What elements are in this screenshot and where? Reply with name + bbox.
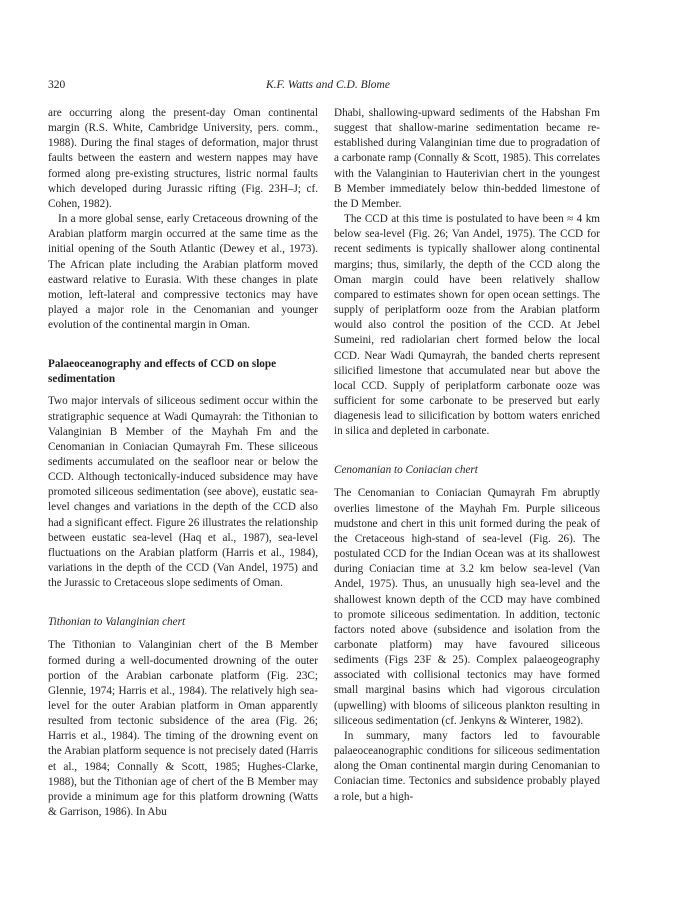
subsection-heading-cenomanian: Cenomanian to Coniacian chert [334, 464, 478, 477]
subsection-heading-tithonian: Tithonian to Valanginian chert [48, 616, 186, 629]
spacer [48, 630, 318, 638]
paragraph-cenomanian-chert: The Cenomanian to Coniacian Qumayrah Fm abruptly overlies limestone of the Mayhah Fm. Purple siliceous mudstone and chert in this unit formed during the peak of the Cretaceous high-stand of sea-level (Fig. 26). The postulated CCD for the Indian Ocean was at its shallowest during Coniacian time at 3.2 km below sea-level (Van Andel, 1975). Thus, an unusually high sea-level and the shallowest known depth of the CCD may have combined to promote siliceous sedimentation. In addition, tectonic factors noted above (subsidence and isolation from the carbonate platform) may have favoured siliceous sediments (Figs 23F & 25). Complex palaeogeography associated with collisional tectonics may have formed small marginal basins which had vigorous circulation (upwelling) with blooms of siliceous plankton resulting in siliceous sedimentation (cf. Jenkyns & Winterer, 1982). [334, 487, 600, 727]
spacer [334, 439, 600, 463]
paragraph-abu-dhabi: Dhabi, shallowing-upward sediments of the Habshan Fm suggest that shallow-marine sedimentation became re-established during Valanginian time due to progradation of a carbonate ramp (Connally & Scott, 1985). This correlates with the Valanginian to Hauterivian chert in the youngest B Member immediately below thin-bedded limestone of the D Member. [334, 107, 600, 210]
paragraph-siliceous-intervals: Two major intervals of siliceous sediment occur within the stratigraphic sequence at Wadi Qumayrah: the Tithonian to Valanginian B Member of the Mayhah Fm and the Cenomanian in Coniacian Qumayrah Fm. These siliceous sediments accumulated on the seafloor near or below the CCD. Although tectonically-induced subsidence may have promoted siliceous sedimentation (see above), eustatic sea-level changes and variations in the depth of the CCD also had a significant effect. Figure 26 illustrates the relationship between eustatic sea-level (Haq et al., 1987), sea-level fluctuations on the Arabian platform (Harris et al., 1984), variations in the depth of the CCD (Van Andel, 1975) and the Jurassic to Cretaceous slope sediments of Oman. [48, 395, 318, 590]
left-column [48, 106, 318, 820]
paragraph-continental-margin: are occurring along the present-day Oman continental margin (R.S. White, Cambridge University, pers. comm., 1988). During the final stages of deformation, major thrust faults between the eastern and western nappes may have formed along pre-existing structures, listric normal faults which developed during Jurassic rifting (Fig. 23H–J; cf. Cohen, 1982). [48, 107, 318, 210]
paragraph-ccd-depth: The CCD at this time is postulated to have been ≈ 4 km below sea-level (Fig. 26; Van Andel, 1975). The CCD for recent sediments is typically shallower along continental margins; thus, similarly, the depth of the CCD along the Oman margin could have been relatively shallow compared to estimates shown for open ocean settings. The supply of periplatform ooze from the Arabian platform would also control the position of the CCD. At Jebel Sumeini, red radiolarian chert formed below the local CCD. Near Wadi Qumayrah, the banded cherts represent silicified limestone that accumulated near but above the local CCD. Supply of periplatform carbonate ooze was sufficient for some carbonate to be preserved but early diagenesis lead to silicification by bottom waters enriched in silica and depleted in carbonate. [334, 213, 600, 438]
section-heading-palaeoceanography: Palaeoceanography and effects of CCD on slope sedimentation [48, 358, 277, 385]
paragraph-summary: In summary, many factors led to favourable palaeoceanographic conditions for siliceous sedimentation along the Oman continental margin during Cenomanian to Coniacian time. Tectonics and subsidence probably played a role, but a high- [334, 729, 600, 803]
running-head-authors: K.F. Watts and C.D. Blome [266, 79, 390, 91]
spacer [48, 333, 318, 357]
spacer [48, 591, 318, 615]
paragraph-global-sense: In a more global sense, early Cretaceous drowning of the Arabian platform margin occurred at the same time as the initial opening of the South Atlantic (Dewey et al., 1973). The African plate including the Arabian platform moved eastward relative to Eurasia. With these changes in plate motion, left-lateral and compressive tectonics may have played a major role in the Cenomanian and younger evolution of the continental margin in Oman. [48, 213, 318, 332]
spacer [334, 478, 600, 486]
paragraph-tithonian-chert: The Tithonian to Valanginian chert of the B Member formed during a well-documented drowning of the outer portion of the Arabian carbonate platform (Fig. 23C; Glennie, 1974; Harris et al., 1984). The relatively high sea-level for the outer Arabian platform in Oman apparently resulted from tectonic subsidence of the area (Fig. 26; Harris et al., 1984). The timing of the drowning event on the Arabian platform sequence is not precisely dated (Harris et al., 1984; Connally & Scott, 1985; Hughes-Clarke, 1988), but the Tithonian age of chert of the B Member may provide a minimum age for this platform drowning (Watts & Garrison, 1986). In Abu [48, 639, 318, 819]
spacer [48, 386, 318, 394]
right-column [334, 106, 600, 805]
page-number: 320 [48, 79, 66, 91]
running-head [48, 79, 648, 95]
